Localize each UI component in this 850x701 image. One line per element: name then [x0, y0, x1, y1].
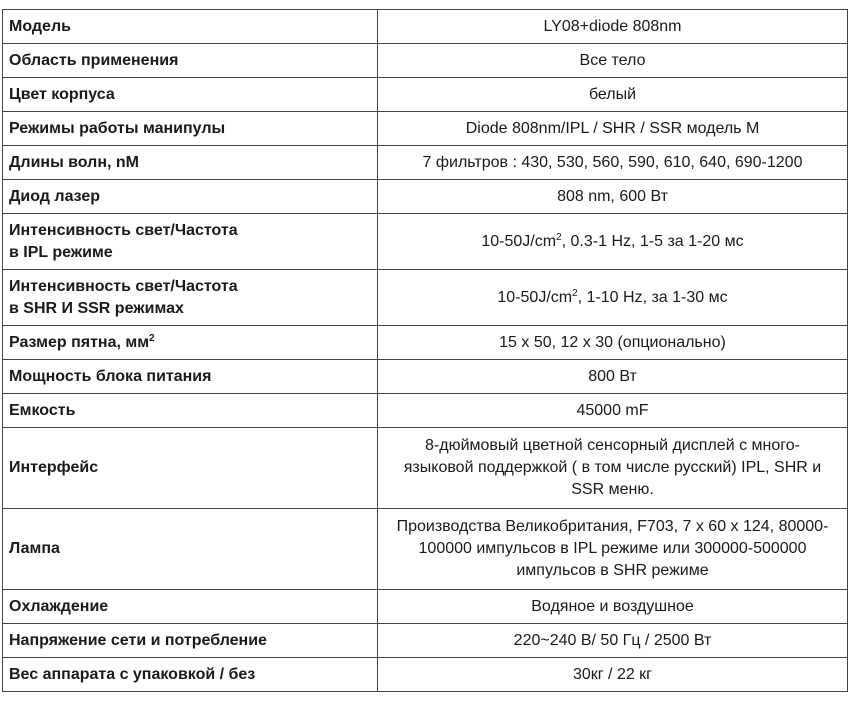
row-value: 30кг / 22 кг: [378, 658, 848, 692]
row-label: Цвет корпуса: [3, 78, 378, 112]
row-label: Длины волн, nM: [3, 146, 378, 180]
row-value: 808 nm, 600 Вт: [378, 180, 848, 214]
row-label: Интерфейс: [3, 428, 378, 509]
row-value: [378, 214, 848, 270]
table-row: [3, 360, 848, 394]
row-value: Diode 808nm/IPL / SHR / SSR модель M: [378, 112, 848, 146]
superscript: 2: [149, 332, 155, 344]
superscript: 2: [572, 287, 578, 299]
table-row: [3, 270, 848, 326]
table-row: [3, 326, 848, 360]
row-label: Диод лазер: [3, 180, 378, 214]
table-row: [3, 509, 848, 590]
row-label: Напряжение сети и потребление: [3, 624, 378, 658]
row-label: Мощность блока питания: [3, 360, 378, 394]
table-row: [3, 112, 848, 146]
row-label: Область применения: [3, 44, 378, 78]
row-label-line: Интенсивность свет/Частота: [9, 221, 238, 239]
row-label-line: в SHR И SSR режимах: [9, 299, 184, 317]
table-row: [3, 394, 848, 428]
row-label: Емкость: [3, 394, 378, 428]
row-value: 45000 mF: [378, 394, 848, 428]
row-value: белый: [378, 78, 848, 112]
table-row: [3, 624, 848, 658]
table-row: [3, 146, 848, 180]
table-row: [3, 214, 848, 270]
value-text: , 1-10 Hz, за 1-30 мс: [577, 288, 728, 306]
row-label: [3, 214, 378, 270]
row-value: [378, 270, 848, 326]
table-row: [3, 428, 848, 509]
table-row: [3, 590, 848, 624]
specifications-table: [2, 9, 848, 692]
row-label: Охлаждение: [3, 590, 378, 624]
row-label: Вес аппарата с упаковкой / без: [3, 658, 378, 692]
value-text: 10-50J/cm: [481, 232, 557, 250]
row-label: Модель: [3, 10, 378, 44]
row-value: 15 x 50, 12 x 30 (опционально): [378, 326, 848, 360]
row-label: [3, 326, 378, 360]
row-value: 7 фильтров : 430, 530, 560, 590, 610, 640, 690-1200: [378, 146, 848, 180]
row-label-line: Интенсивность свет/Частота: [9, 277, 238, 295]
row-value: 800 Вт: [378, 360, 848, 394]
row-value: Производства Великобритания, F703, 7 x 60 x 124, 80000-100000 импульсов в IPL режиме или 300000-500000 импульсов в SHR режиме: [378, 509, 848, 590]
table-row: [3, 44, 848, 78]
row-value: Все тело: [378, 44, 848, 78]
value-text: , 0.3-1 Hz, 1-5 за 1-20 мс: [561, 232, 744, 250]
table-row: [3, 180, 848, 214]
row-label: Лампа: [3, 509, 378, 590]
value-text: 10-50J/cm: [497, 288, 573, 306]
label-text: Размер пятна, мм: [9, 333, 150, 351]
row-label: [3, 270, 378, 326]
row-value: 8-дюймовый цветной сенсорный дисплей с много-языковой поддержкой ( в том числе русский) IPL, SHR и SSR меню.: [378, 428, 848, 509]
row-value: LY08+diode 808nm: [378, 10, 848, 44]
row-value: Водяное и воздушное: [378, 590, 848, 624]
row-label-line: в IPL режиме: [9, 243, 113, 261]
row-label: Режимы работы манипулы: [3, 112, 378, 146]
table-row: [3, 78, 848, 112]
superscript: 2: [556, 231, 562, 243]
row-value: 220~240 В/ 50 Гц / 2500 Вт: [378, 624, 848, 658]
table-row: [3, 10, 848, 44]
table-row: [3, 658, 848, 692]
